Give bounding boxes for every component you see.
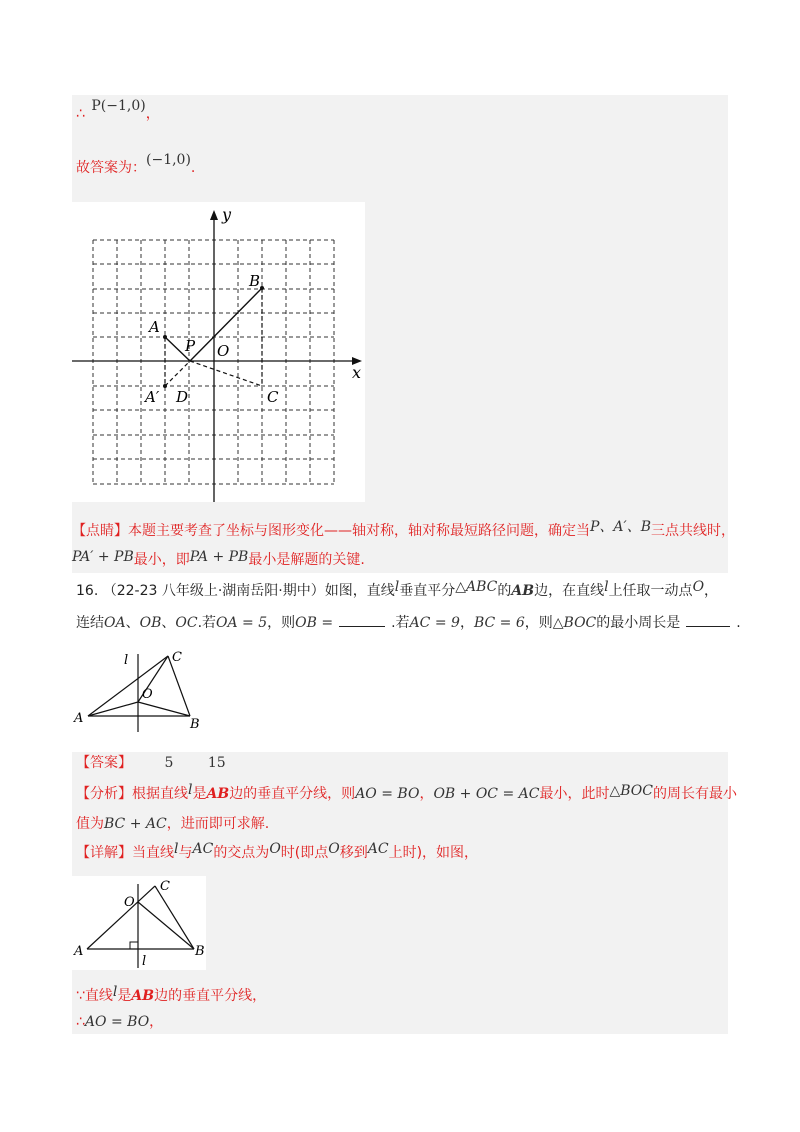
point-a-prime: [163, 384, 167, 388]
question-16-line-2: 连结OA、OB、OC.若OA = 5，则OB = .若AC = 9，BC = 6，则△BOC的最小周长是 .: [76, 612, 741, 633]
analysis-line-2: 值为BC + AC，进而即可求解.: [76, 816, 270, 832]
triangle-figure-solution: [72, 876, 206, 970]
label-a: A: [149, 318, 160, 336]
answer-line-top: 故答案为：(−1,0).: [76, 152, 196, 176]
label-d: D: [176, 388, 189, 406]
label-a-prime: A′: [145, 388, 160, 406]
point-a: [163, 335, 167, 339]
answer-expr: (−1,0): [146, 152, 191, 168]
question-source: （22-23 八年级上·湖南岳阳·期中）: [102, 583, 325, 599]
label-o: O: [217, 342, 230, 360]
point-b: [260, 286, 264, 290]
point-p-expr: P(−1,0): [91, 98, 146, 114]
label-l: l: [142, 954, 147, 969]
label-b: B: [195, 944, 205, 959]
coordinate-figure: [72, 202, 365, 502]
label-o: O: [124, 895, 135, 910]
label-c: C: [172, 650, 182, 665]
blank-2[interactable]: [686, 612, 730, 627]
label-a: A: [74, 711, 84, 726]
label-c: C: [160, 879, 170, 894]
label-x: x: [352, 363, 362, 382]
blank-1[interactable]: [339, 612, 385, 627]
answer-value-1: 5: [164, 755, 174, 771]
answer-line: 【答案】 5 15: [76, 755, 226, 771]
answer-value-2: 15: [207, 755, 226, 771]
side-bc: [168, 656, 190, 716]
expr-pa2-pb: PA′ + PB: [72, 549, 134, 565]
question-16-line-1: 16. （22-23 八年级上·湖南岳阳·期中）如图，直线l垂直平分△ABC的AB边，在直线l上任取一动点O，: [76, 579, 719, 599]
segment-ob: [138, 702, 190, 716]
segment-oa: [88, 702, 138, 716]
detail-line: 【详解】当直线l与AC的交点为O时(即点O移到AC上时)，如图，: [76, 841, 479, 861]
therefore-line-ao: ∴AO = BO，: [76, 1014, 164, 1030]
collinear-points: P、A′、B: [590, 519, 651, 535]
label-p: P: [185, 337, 196, 355]
label-y: y: [222, 205, 232, 224]
triangle-figure-question: [72, 646, 212, 736]
therefore-line-p: ∴ P(−1,0)，: [76, 98, 160, 122]
label-c: C: [267, 388, 279, 406]
dianjing-line-2: PA′ + PB最小，即PA + PB最小是解题的关键.: [72, 549, 365, 568]
label-a: A: [74, 944, 84, 959]
label-b: B: [190, 717, 200, 732]
question-number: 16.: [76, 583, 99, 599]
dianjing-line-1: 【点睛】本题主要考查了坐标与图形变化——轴对称，轴对称最短路径问题，确定当P、A′、B三点共线时，: [72, 519, 735, 539]
figure-background: [72, 876, 206, 970]
label-o: O: [142, 687, 153, 702]
analysis-line-1: 【分析】根据直线l是AB边的垂直平分线，则AO = BO，OB + OC = AC最小，此时△BOC的周长有最小: [76, 782, 737, 802]
label-l: l: [124, 653, 129, 668]
expr-pa-pb: PA + PB: [189, 549, 249, 565]
because-line: ∵直线l是AB边的垂直平分线，: [76, 984, 267, 1004]
label-b: B: [249, 272, 261, 290]
